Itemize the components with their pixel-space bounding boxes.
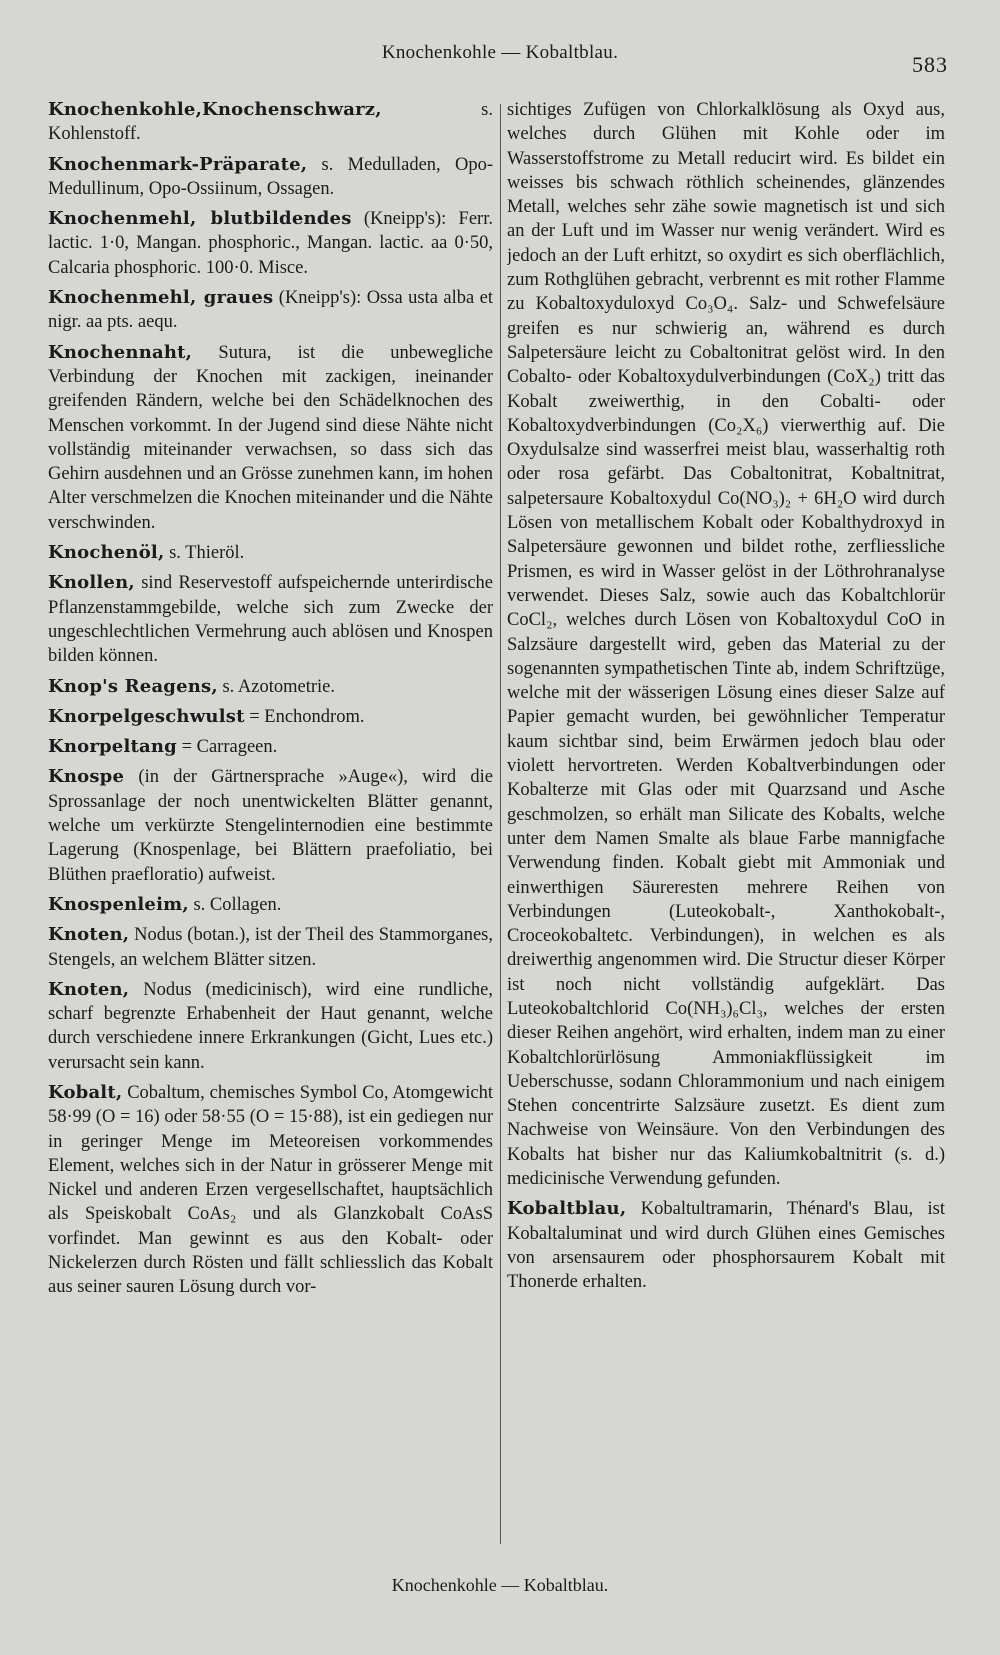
entry-text: Cobaltum, chemisches Symbol Co, Atomgewicht 58·99 (O = 16) oder 58·55 (O = 15·88), ist ein gediegen nur in geringer Menge im Meteoreisen vorkommendes Element, welches sich in der Natur in grösserer Menge mit Nickel und anderen Erzen vergesellschaftet, hauptsächlich als Speiskobalt CoAs₂ und als Glanzkobalt CoAsS vorfindet. Man gewinnt es aus den Kobalt- oder Nickelerzen durch Rösten und fällt schliesslich das Kobalt aus seiner sauren Lösung durch vor- [48,1082,493,1298]
entry [48,541,493,565]
entry-text: s. Thieröl. [164,543,245,564]
left-column [48,98,493,1548]
entry-text: Sutura, ist die unbewegliche Verbindung der Knochen mit zackigen, ineinander greifenden Rändern, welche bei den Schädelknochen des Menschen vorkommt. In der Jugend sind diese Nähte nicht vollständig miteinander verwachsen, so dass sich das Gehirn ausdehnen und an Grösse zunehmen kann, im hohen Alter verschmelzen die Knochen miteinander und die Nähte verschwinden. [48,342,493,533]
entry-headword: Knochennaht, [48,341,193,363]
right-column [507,98,945,1548]
page-footer: Knochenkohle — Kobaltblau. [391,1575,609,1595]
entry-headword: Knorpelgeschwulst [48,705,245,727]
entry [507,1197,945,1294]
entry [48,207,493,280]
entry-headword: Knospe [48,766,125,788]
entry-headword: Knochenmehl, blutbildendes [48,208,352,230]
entry-text: = Enchondrom. [244,706,365,727]
entry-text: Nodus (botan.), ist der Theil des Stammorganes, Stengels, an welchem Blätter sitzen. [48,925,493,970]
entry-text: sichtiges Zufügen von Chlorkalklösung als Oxyd aus, welches durch Glühen mit Kohle oder im Wasserstoffstrome zu Metall reducirt wird. Es bildet ein weisses bis schwach röthlich scheinendes, glänzendes Metall, welches sehr zähe sowie magnetisch ist und sich an der Luft und im Wasser nur wenig verändert. Wird es jedoch an der Luft erhitzt, so oxydirt es sich oberflächlich, zum Rothglühen gebracht, verbrennt es mit rother Flamme zu Kobaltoxyduloxyd Co₃O₄. Salz- und Schwefelsäure greifen es nur schwierig an, während es durch Salpetersäure leicht zu Cobaltonitrat gelöst wird. In den Cobalto- oder Kobaltoxydulverbindungen (CoX₂) tritt das Kobalt zweiwerthig, in den Cobalti- oder Kobaltoxydverbindungen (Co₂X₆) vierwerthig auf. Die Oxydulsalze sind wasserfrei meist blau, wasserhaltig roth oder rosa gefärbt. Das Cobaltonitrat, Kobaltnitrat, salpetersaure Kobaltoxydul Co(NO₃)₂ + 6H₂O wird durch Lösen von metallischem Kobalt oder Kobalthydroxyd in Salpetersäure gewonnen und bildet rothe, zerfliessliche Prismen, es wird in Wasser gelöst in der Löthrohranalyse verwendet. Dieses Salz, sowie auch das Kobaltchlorür CoCl₂, welches durch Lösen von Kobaltoxydul CoO in Salzsäure dargestellt wird, geben das Material zu der sogenannten sympathetischen Tinte ab, indem Schriftzüge, welche mit der wässerigen Lösung eines dieser Salze auf Papier gemacht wurden, bei gewöhnlicher Temperatur kaum sichtbar sind, beim Erwärmen jedoch blau oder violett hervortreten. Werden Kobaltverbindungen oder Kobalterze mit Glas oder mit Quarzsand und Asche geschmolzen, so erhält man Silicate des Kobalts, welche unter dem Namen Smalte als blaue Farbe mannigfache Verwendung finden. Kobalt giebt mit Ammoniak und einwerthigen Säureresten mehrere Reihen von Verbindungen (Luteokobalt-, Xanthokobalt-, Croceokobaltetc. Verbindungen), in welchen es als dreiwerthig angenommen wird. Die Structur dieser Körper ist noch nicht vollständig aufgeklärt. Das Luteokobaltchlorid Co(NH₃)₆Cl₃, welches der ersten dieser Reihen angehört, wird erhalten, indem man zu einer Kobaltchlorürlösung Ammoniakflüssigkeit im Ueberschusse, sodann Chlorammonium und nach einigem Stehen concentrirte Salzsäure zusetzt. Es dient zum Nachweise von Weinsäure. Von den Verbindungen des Kobalts hat bisher nur das Kaliumkobaltnitrit (s. d.) medicinische Verwendung gefunden. [507,100,945,1190]
entry [48,923,493,972]
running-head: Knochenkohle — Kobaltblau. [381,42,619,63]
column-divider [500,104,501,1544]
entry-headword: Knoten, [48,978,130,1000]
entry [48,978,493,1075]
entry-headword: Kobalt, [48,1081,123,1103]
entry [48,893,493,917]
entry [48,153,493,202]
entry-headword: Knoten, [48,924,130,946]
entry [48,735,493,759]
entry-headword: Knorpeltang [48,736,177,758]
entry-text: s. Medulladen, Opo-Medullinum, Opo-Ossiinum, Ossagen. [48,154,493,199]
entry-headword: Kobaltblau, [507,1198,627,1220]
entry-headword: Knollen, [48,572,135,594]
entry [48,286,493,335]
entry-text: Kobaltultramarin, Thénard's Blau, ist Kobaltaluminat und wird durch Glühen eines Gemisches von arsensaurem oder phosphorsaurem Kobalt mit Thonerde erhalten. [507,1199,945,1293]
entry-text: (Kneipp's): Ossa usta alba et nigr. aa pts. aequ. [48,288,493,333]
entry-text: s. Kohlenstoff. [48,100,493,145]
entry-text: s. Azotometrie. [217,676,335,697]
entry-headword: Knochenöl, [48,542,165,564]
entry-text: s. Collagen. [188,894,282,915]
entry-text: = Carrageen. [176,737,278,758]
entry-headword: Knochenmark-Präparate, [48,153,308,175]
entry-continuation [507,98,945,1191]
entry-headword: Knochenmehl, graues [48,287,274,309]
entry [48,571,493,668]
entry-text: (in der Gärtnersprache »Auge«), wird die Sprossanlage der noch unentwickelten Blätter genannt, welche um verkürzte Stengelinternodien eine bestimmte Lagerung (Knospenlage, bei Blättern praefoliatio, bei Blüthen praefloratio) aufweist. [48,767,493,885]
entry [48,765,493,886]
entry [48,1081,493,1300]
entry [48,675,493,699]
entry [48,705,493,729]
entry-headword: Knospenleim, [48,893,189,915]
entry-headword: Knop's Reagens, [48,675,218,697]
entry [48,341,493,535]
entry-text: sind Reservestoff aufspeichernde unterirdische Pflanzenstammgebilde, welche sich zum Zwecke der ungeschlechtlichen Vermehrung auch ablösen und Knospen bilden können. [48,573,493,667]
entry-headword: Knochenkohle,Knochenschwarz, [48,99,382,120]
entry [48,98,493,147]
entry-text: (Kneipp's): Ferr. lactic. 1·0, Mangan. phosphoric., Mangan. lactic. aa 0·50, Calcaria phosphoric. 100·0. Misce. [48,209,493,278]
entry-text: Nodus (medicinisch), wird eine rundliche, scharf begrenzte Erhabenheit der Haut genannt, welche durch verschiedene innere Erkrankungen (Gicht, Lues etc.) verursacht sein kann. [48,979,493,1073]
page-number: 583 [912,52,948,77]
